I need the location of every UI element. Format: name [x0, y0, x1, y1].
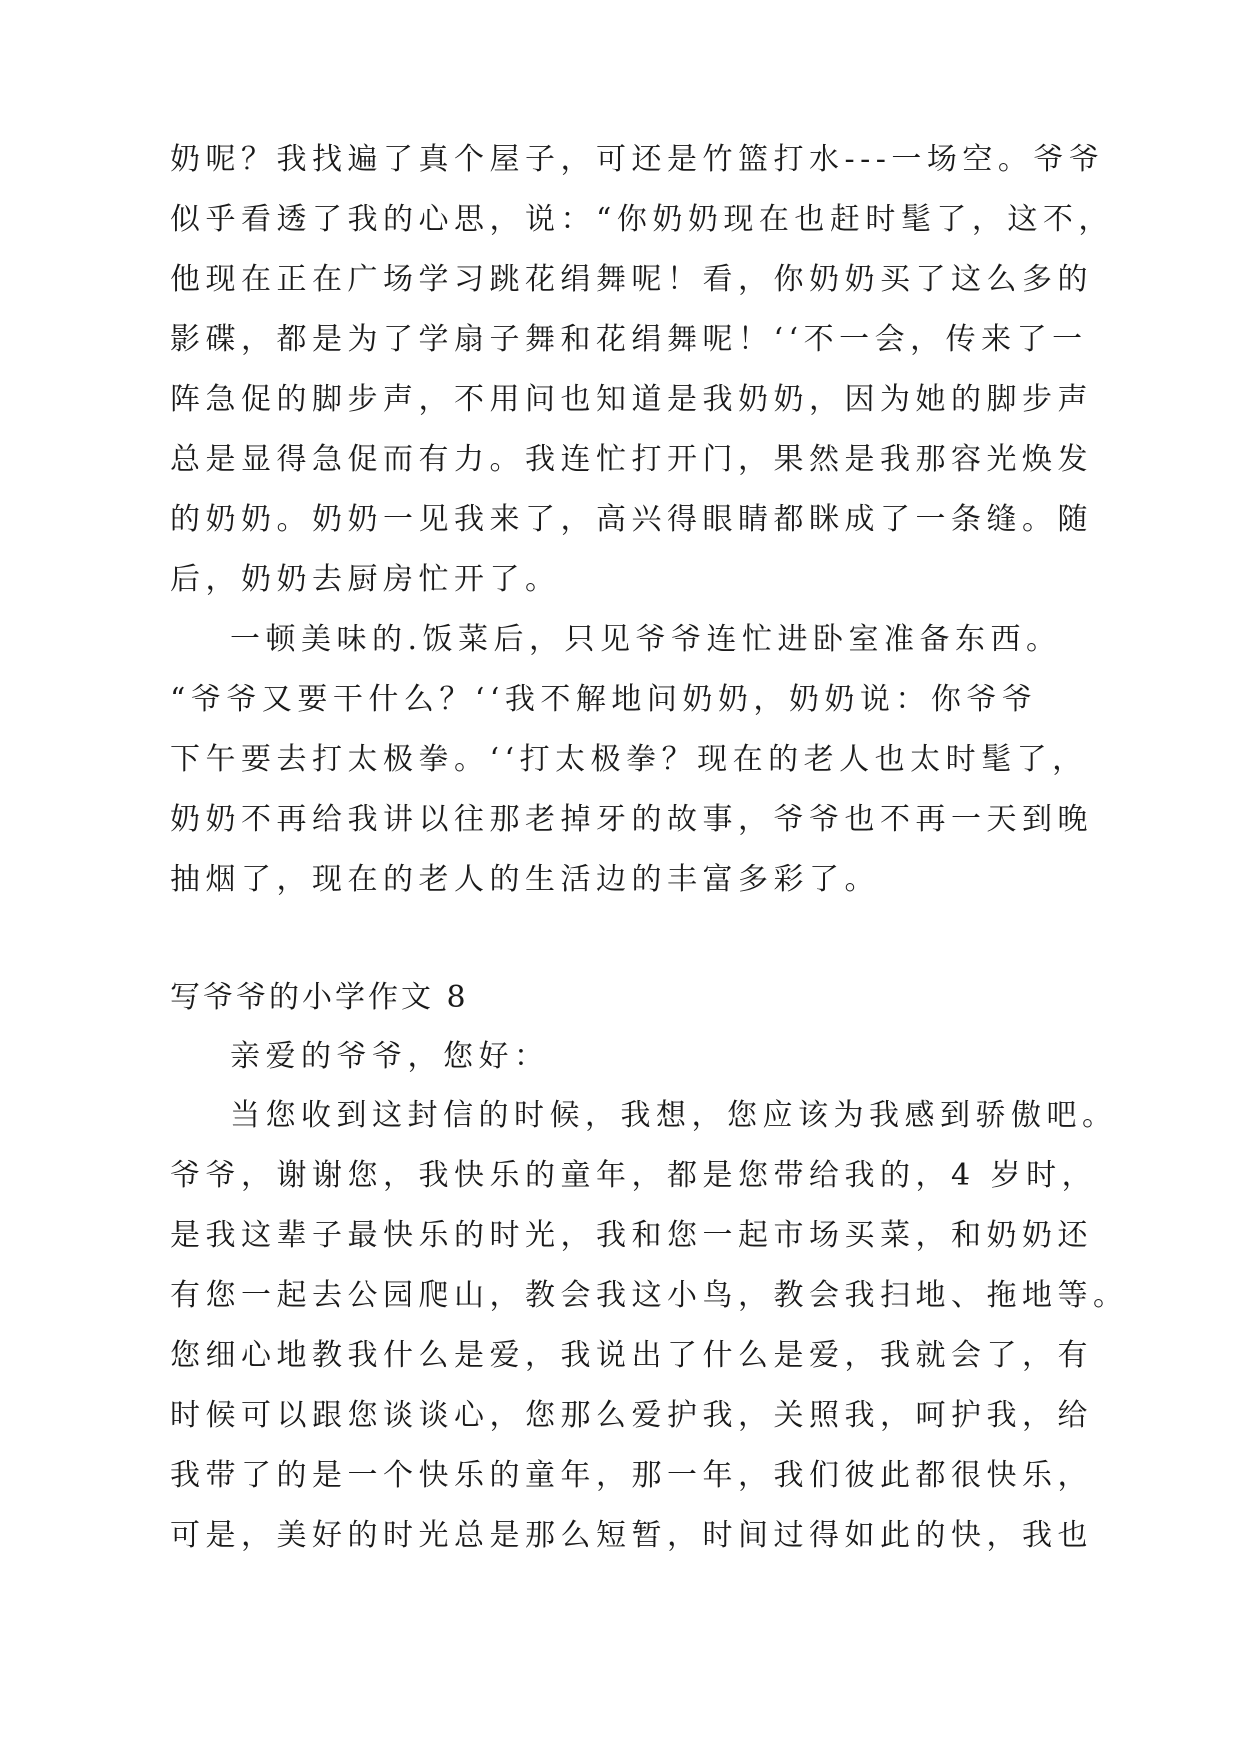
text-line: 我带了的是一个快乐的童年，那一年，我们彼此都很快乐，	[170, 1458, 1093, 1493]
text-line: 可是，美好的时光总是那么短暂，时间过得如此的快，我也	[170, 1518, 1093, 1553]
text-line: 是我这辈子最快乐的时光，我和您一起市场买菜，和奶奶还	[170, 1218, 1093, 1253]
text-line: 影碟，都是为了学扇子舞和花绢舞呢！‘‘不一会，传来了一	[170, 322, 1088, 357]
text-line: 后，奶奶去厨房忙开了。	[170, 562, 561, 597]
text-line: 当您收到这封信的时候，我想，您应该为我感到骄傲吧。	[230, 1098, 1118, 1133]
text-line: 奶奶不再给我讲以往那老掉牙的故事，爷爷也不再一天到晚	[170, 802, 1093, 837]
text-line: 总是显得急促而有力。我连忙打开门，果然是我那容光焕发	[170, 442, 1093, 477]
text-line: 一顿美味的.饭菜后，只见爷爷连忙进卧室准备东西。	[230, 622, 1062, 657]
text-line: 有您一起去公园爬山，教会我这小鸟，教会我扫地、拖地等。	[170, 1278, 1129, 1313]
text-line: 阵急促的脚步声，不用问也知道是我奶奶，因为她的脚步声	[170, 382, 1093, 417]
text-line: 时候可以跟您谈谈心，您那么爱护我，关照我，呵护我，给	[170, 1398, 1093, 1433]
text-line: 似乎看透了我的心思，说：“你奶奶现在也赶时髦了，这不，	[170, 202, 1114, 237]
text-line: 抽烟了，现在的老人的生活边的丰富多彩了。	[170, 862, 880, 897]
text-line: 爷爷，谢谢您，我快乐的童年，都是您带给我的，4 岁时，	[170, 1158, 1098, 1193]
text-line: 奶呢？我找遍了真个屋子，可还是竹篮打水---一场空。爷爷	[170, 142, 1105, 177]
text-line: 下午要去打太极拳。‘‘打太极拳？现在的老人也太时髦了，	[170, 742, 1088, 777]
section-title: 写爷爷的小学作文 8	[170, 980, 469, 1015]
letter-greeting: 亲爱的爷爷，您好：	[230, 1039, 550, 1074]
text-line: “爷爷又要干什么？‘‘我不解地问奶奶，奶奶说：你爷爷	[170, 682, 1038, 717]
text-line: 的奶奶。奶奶一见我来了，高兴得眼睛都眯成了一条缝。随	[170, 502, 1093, 537]
text-line: 他现在正在广场学习跳花绢舞呢！看，你奶奶买了这么多的	[170, 262, 1093, 297]
text-line: 您细心地教我什么是爱，我说出了什么是爱，我就会了，有	[170, 1338, 1093, 1373]
